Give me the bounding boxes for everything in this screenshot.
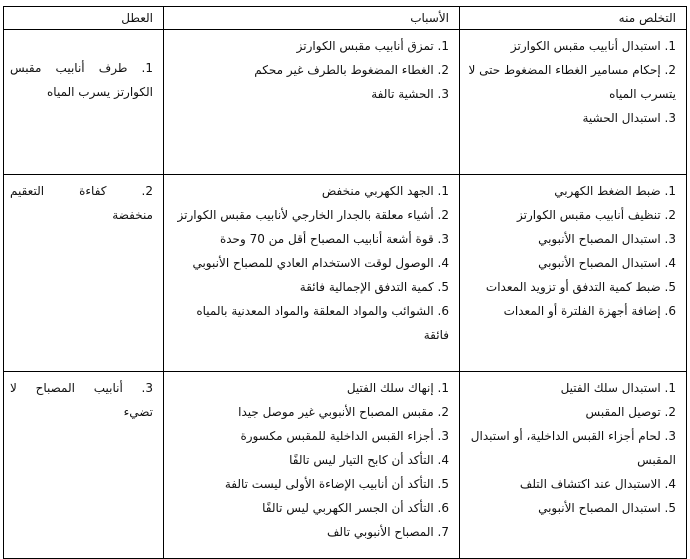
cause-item: 6. الشوائب والمواد المعلقة والمواد المعدنية بالمياه فائقة — [196, 304, 449, 342]
causes-cell — [164, 30, 460, 175]
cause-item: 4. الوصول لوقت الاستخدام العادي للمصباح الأنبوبي — [192, 256, 449, 270]
fault-text: 2. كفاءة التعقيم — [10, 184, 153, 198]
causes-cell — [164, 372, 460, 559]
cause-item: 5. كمية التدفق الإجمالية فائقة — [299, 280, 449, 294]
remedy-item: 1. استبدال أنابيب مقبس الكوارتز — [510, 39, 676, 53]
cause-item: 1. تمزق أنابيب مقبس الكوارتز — [296, 39, 449, 53]
remedy-item: 5. ضبط كمية التدفق أو تزويد المعدات — [485, 280, 676, 294]
cause-item: 2. أشياء معلقة بالجدار الخارجي لأنابيب مقبس الكوارتز — [177, 208, 449, 222]
fault-text: 3. أنابيب المصباح لا — [10, 381, 153, 395]
cause-item: 3. أجزاء القبس الداخلية للمقبس مكسورة — [240, 429, 449, 443]
table-row — [4, 175, 687, 372]
remedy-item: 3. لحام أجزاء القبس الداخلية، أو استبدال المقبس — [470, 429, 676, 467]
table-row — [4, 372, 687, 559]
cause-item: 7. المصباح الأنبوبي تالف — [326, 525, 449, 539]
table-header-row — [4, 7, 687, 30]
remedy-item: 2. توصيل المقبس — [585, 405, 676, 419]
remedy-item: 3. استبدال الحشية — [582, 111, 676, 125]
fault-cell — [4, 175, 164, 372]
remedy-item: 1. ضبط الضغط الكهربي — [554, 184, 676, 198]
fault-text: تضيء — [123, 405, 153, 419]
remedy-item: 5. استبدال المصباح الأنبوبي — [538, 501, 676, 515]
cause-item: 4. التأكد أن كابح التيار ليس تالفًا — [289, 453, 449, 467]
remedy-item: 4. استبدال المصباح الأنبوبي — [538, 256, 676, 270]
header-remedy: التخلص منه — [460, 7, 687, 30]
table-row — [4, 30, 687, 175]
cause-item: 2. مقبس المصباح الأنبوبي غير موصل جيدا — [238, 405, 449, 419]
remedy-item: 4. الاستبدال عند اكتشاف التلف — [519, 477, 676, 491]
header-fault: العطل — [4, 7, 164, 30]
cause-item: 3. قوة أشعة أنابيب المصباح أقل من 70 وحدة — [219, 232, 449, 246]
header-causes: الأسباب — [164, 7, 460, 30]
remedy-item: 2. إحكام مسامير الغطاء المضغوط حتى لا يتسرب المياه — [468, 63, 676, 101]
fault-text: 1. طرف أنابيب مقبس — [10, 61, 153, 75]
cause-item: 5. التأكد أن أنابيب الإضاءة الأولى ليست تالفة — [224, 477, 449, 491]
fault-cell — [4, 372, 164, 559]
cause-item: 3. الحشية تالفة — [371, 87, 449, 101]
remedy-cell — [460, 30, 687, 175]
fault-cell — [4, 30, 164, 175]
remedy-item: 1. استبدال سلك الفتيل — [560, 381, 676, 395]
cause-item: 2. الغطاء المضغوط بالطرف غير محكم — [254, 63, 449, 77]
remedy-cell — [460, 175, 687, 372]
cause-item: 1. الجهد الكهربي منخفض — [321, 184, 449, 198]
cause-item: 6. التأكد أن الجسر الكهربي ليس تالفًا — [262, 501, 449, 515]
remedy-item: 3. استبدال المصباح الأنبوبي — [538, 232, 676, 246]
remedy-cell — [460, 372, 687, 559]
fault-text: الكوارتز يسرب المياه — [47, 85, 153, 99]
causes-cell — [164, 175, 460, 372]
cause-item: 1. إنهاك سلك الفتيل — [346, 381, 449, 395]
fault-text: منخفضة — [112, 208, 153, 222]
troubleshooting-table — [3, 6, 687, 559]
remedy-item: 6. إضافة أجهزة الفلترة أو المعدات — [503, 304, 676, 318]
remedy-item: 2. تنظيف أنابيب مقبس الكوارتز — [517, 208, 676, 222]
